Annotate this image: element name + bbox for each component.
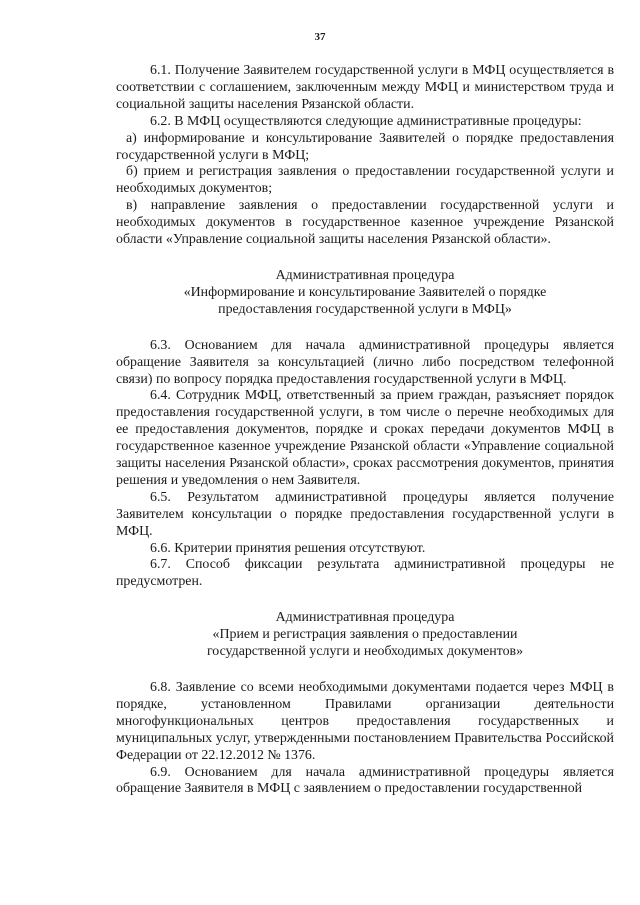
paragraph-6-7: 6.7. Способ фиксации результата административной процедуры не предусмотрен. [116, 557, 614, 590]
page-number: 37 [314, 31, 326, 43]
paragraph-6-3: 6.3. Основанием для начала административной процедуры является обращение Заявителя за консультацией (лично либо посредством телефонной связи) по вопросу порядка предоставления государственной услуги в МФЦ. [116, 337, 614, 387]
paragraph-6-2: 6.2. В МФЦ осуществляются следующие административные процедуры: [150, 113, 582, 129]
paragraph-6-6: 6.6. Критерии принятия решения отсутствуют. [150, 540, 426, 556]
paragraph-6-8: 6.8. Заявление со всеми необходимыми документами подается через МФЦ в порядке, установленном Правилами организации деятельности многофункциональных центров предоставления государственных и муниципальных услуг, утвержденными постановлением Правительства Российской Федерации от 22.12.2012 № 1376. [116, 680, 614, 763]
section-heading-reception [116, 610, 614, 661]
heading-line: государственной услуги и необходимых документов» [206, 644, 524, 660]
paragraph-6-5: 6.5. Результатом административной процедуры является получение Заявителем консультации о порядке предоставления государственной услуги в МФЦ. [116, 489, 614, 539]
paragraph-6-9: 6.9. Основанием для начала административной процедуры является обращение Заявителя в МФЦ с заявлением о предоставлении государственной [116, 764, 614, 797]
heading-line: предоставления государственной услуги в МФЦ» [218, 301, 512, 317]
paragraph-6-1: 6.1. Получение Заявителем государственной услуги в МФЦ осуществляется в соответствии с соглашением, заключенным между МФЦ и министерством труда и социальной защиты населения Рязанской области. [116, 63, 614, 112]
document-body [116, 63, 614, 798]
paragraph-6-4: 6.4. Сотрудник МФЦ, ответственный за прием граждан, разъясняет порядок предоставления государственной услуги, в том числе о перечне необходимых для ее предоставления документов, порядке и сроках передачи документов МФЦ в государственное казенное учреждение Рязанской области «Управление социальной защиты населения Рязанской области», сроках рассмотрения документов, принятия решения и уведомления о нем Заявителя. [116, 388, 614, 488]
section-heading-informing [116, 268, 614, 319]
list-item-a: а) информирование и консультирование Заявителей о порядке предоставления государственной услуги в МФЦ; [116, 130, 614, 163]
heading-line: Административная процедура [275, 267, 455, 283]
heading-line: «Прием и регистрация заявления о предоставлении [212, 627, 518, 643]
list-item-c: в) направление заявления о предоставлении государственной услуги и необходимых документов в государственное казенное учреждение Рязанской области «Управление социальной защиты населения Рязанской области». [116, 198, 614, 248]
heading-line: Административная процедура [275, 610, 455, 626]
list-item-b: б) прием и регистрация заявления о предоставлении государственной услуги и необходимых документов; [116, 164, 614, 197]
heading-line: «Информирование и консультирование Заявителей о порядке [183, 284, 547, 300]
